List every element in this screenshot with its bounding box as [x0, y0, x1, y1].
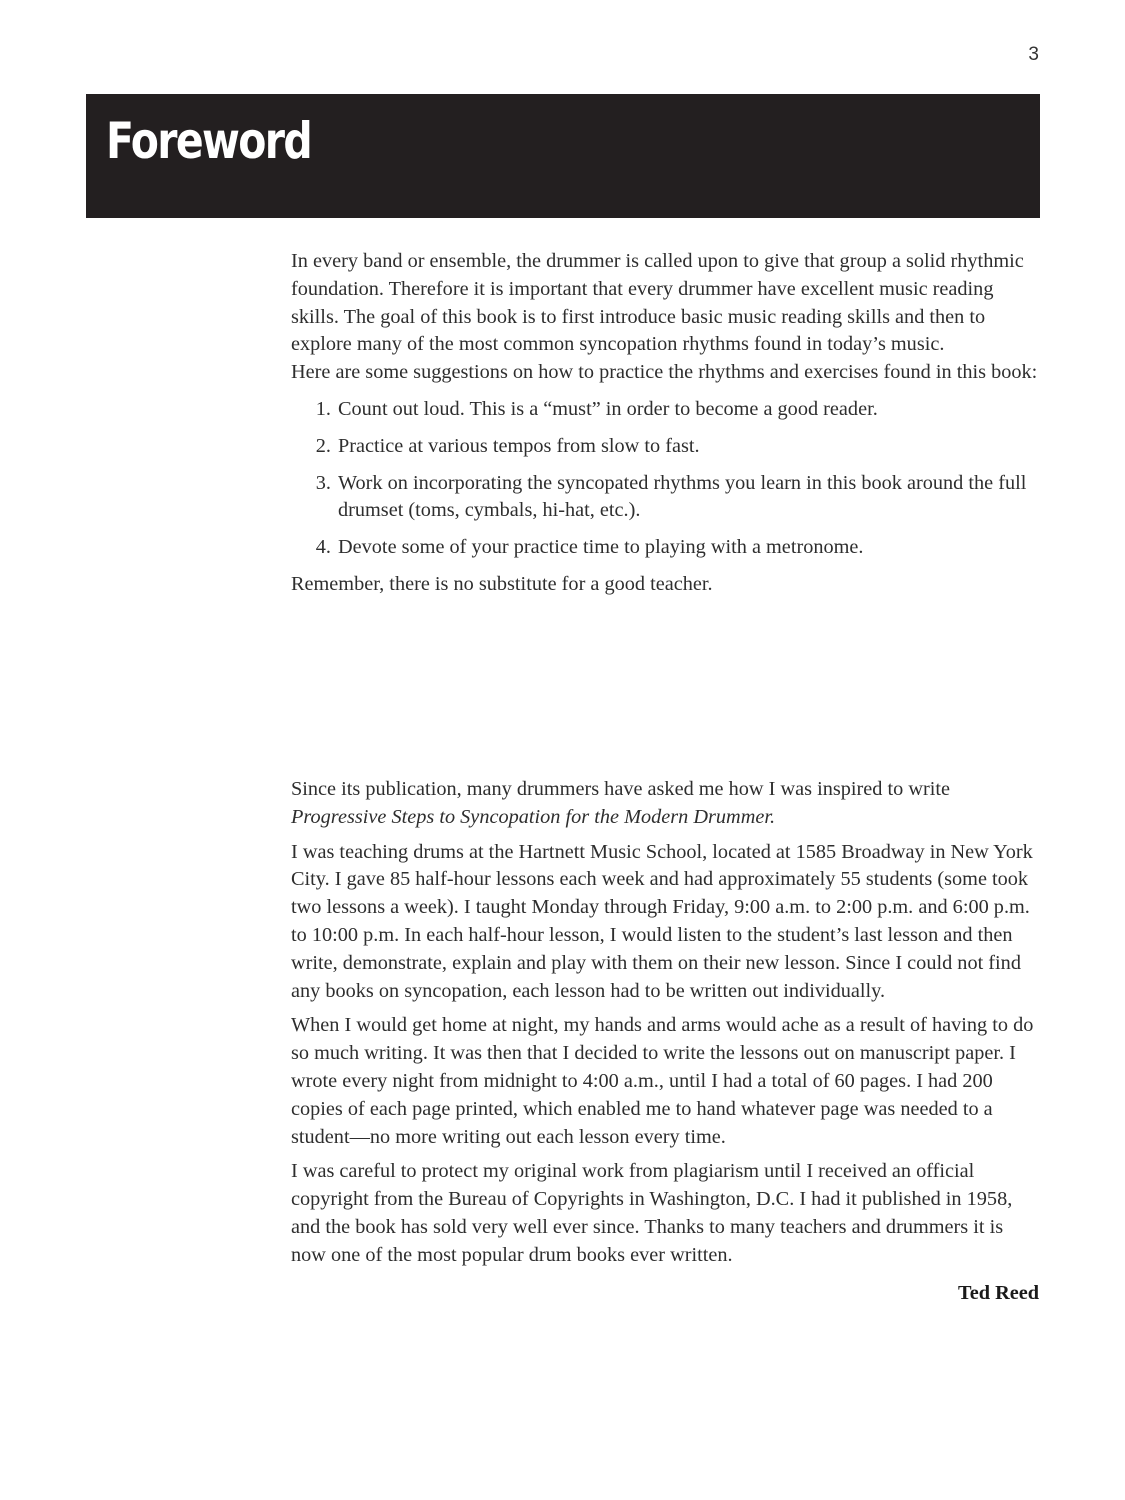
story-paragraph: I was teaching drums at the Hartnett Music School, located at 1585 Broadway in New York City. I gave 85 half-hour lessons each week and had approximately 55 students (some took two lessons a week). I taught Monday through Friday, 9:00 a.m. to 2:00 p.m. and 6:00 p.m. to 10:00 p.m. In each half-hour lesson, I would listen to the student’s last lesson and then write, demonstrate, explain and play with them on their new lesson. Since I could not find any books on syncopation, each lesson had to be written out individually.: [291, 840, 1033, 1002]
title-banner: [86, 94, 1040, 218]
author-signature: Ted Reed: [958, 1281, 1039, 1304]
list-item: 3. Work on incorporating the syncopated rhythms you learn in this book around the full drumset (toms, cymbals, hi-hat, etc.).: [336, 470, 1041, 526]
list-item: 2. Practice at various tempos from slow to fast.: [336, 433, 1041, 461]
suggestions-intro: Here are some suggestions on how to practice the rhythms and exercises found in this book:: [291, 361, 1038, 384]
intro-section: [291, 248, 1041, 599]
page-number: 3: [1028, 44, 1039, 65]
story-opening: [291, 776, 1043, 832]
suggestions-list: [291, 396, 1041, 562]
story-opening-text: Since its publication, many drummers have asked me how I was inspired to write: [291, 778, 950, 800]
list-item: 1. Count out loud. This is a “must” in order to become a good reader.: [336, 396, 1041, 424]
book-title: Progressive Steps to Syncopation for the Modern Drummer.: [291, 805, 776, 828]
story-paragraph: I was careful to protect my original work from plagiarism until I received an official copyright from the Bureau of Copyrights in Washington, D.C. I had it published in 1958, and the book has sold very well ever since. Thanks to many teachers and drummers it is now one of the most popular drum books ever written.: [291, 1160, 1013, 1266]
list-item: 4. Devote some of your practice time to playing with a metronome.: [336, 534, 1041, 562]
story-paragraph: When I would get home at night, my hands and arms would ache as a result of having to do so much writing. It was then that I decided to write the lessons out on manuscript paper. I wrote every night from midnight to 4:00 a.m., until I had a total of 60 pages. I had 200 copies of each page printed, which enabled me to hand whatever page was needed to a student—no more writing out each lesson every time.: [291, 1014, 1034, 1148]
story-section: [291, 776, 1043, 1307]
intro-paragraph: In every band or ensemble, the drummer is called upon to give that group a solid rhythmic foundation. Therefore it is important that every drummer have excellent music reading skills. The goal of this book is to first introduce basic music reading skills and then to explore many of the most common syncopation rhythms found in today’s music.: [291, 250, 1024, 356]
page-title: Foreword: [106, 112, 312, 170]
closing-note: Remember, there is no substitute for a good teacher.: [291, 572, 713, 595]
